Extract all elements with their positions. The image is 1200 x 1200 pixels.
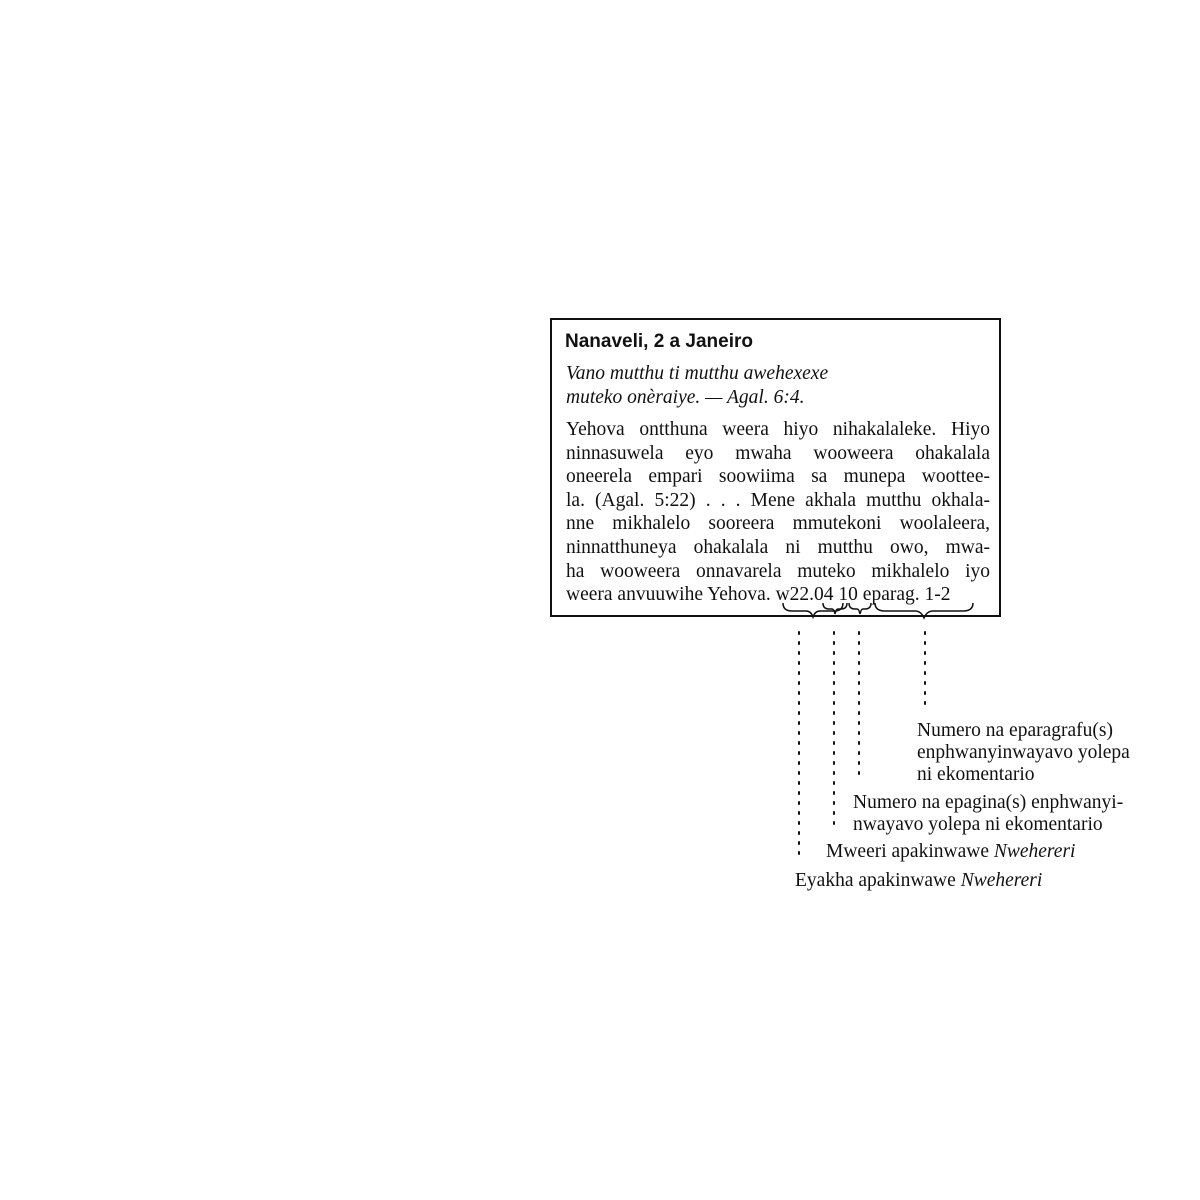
annotation-paragraphs <box>917 720 1130 786</box>
ref-paragraphs: eparag. 1-2 <box>862 584 951 606</box>
body-line: ninnatthuneya ohakalala ni mutthu owo, mwa- <box>566 536 990 558</box>
body-line: la. (Agal. 5:22) . . . Mene akhala mutthu okhala- <box>566 489 990 511</box>
body-line: oneerela empari soowiima sa munepa woottee- <box>566 466 990 488</box>
body-line: ha wooweera onnavarela muteko mikhalelo iyo <box>566 560 990 582</box>
annotation-line: Numero na epagina(s) enphwanyi- <box>853 792 1124 813</box>
annotation-year-text: Eyakha apakinwawe <box>795 870 961 891</box>
annotation-page <box>853 792 1123 836</box>
body-line: Yehova ontthuna weera hiyo nihakalaleke. Hiyo <box>566 419 990 440</box>
brace-page <box>849 603 871 614</box>
annotation-month <box>826 841 1075 863</box>
annotation-month-text: Mweeri apakinwawe <box>826 841 994 862</box>
card-date: Nanaveli, 2 a Janeiro <box>565 331 753 352</box>
ref-issue-year: w22 <box>775 584 810 606</box>
body-line: nne mikhalelo sooreera mmutekoni woolaleera, <box>566 513 990 535</box>
annotation-line: nwayavo yolepa ni ekomentario <box>853 814 1103 835</box>
theme-verse-line: muteko onèraiye. — Agal. 6:4. <box>566 387 805 408</box>
ref-month: .04 <box>809 584 834 606</box>
brace-paragraphs <box>875 603 973 618</box>
theme-verse-line: Vano mutthu ti mutthu awehexexe <box>566 363 829 384</box>
annotation-month-publication: Nwehereri <box>993 841 1076 862</box>
annotation-line: enphwanyinwayavo yolepa <box>917 742 1130 763</box>
ref-page: 10 <box>838 584 858 606</box>
annotation-line: Numero na eparagrafu(s) <box>917 720 1113 741</box>
body-line-prefix: weera anvuuwihe Yehova. <box>566 584 771 606</box>
annotation-year-publication: Nwehereri <box>960 870 1043 891</box>
annotation-line: ni ekomentario <box>917 764 1035 785</box>
body-line: ninnasuwela eyo mwaha wooweera ohakalala <box>566 442 990 464</box>
annotation-year <box>795 870 1042 892</box>
